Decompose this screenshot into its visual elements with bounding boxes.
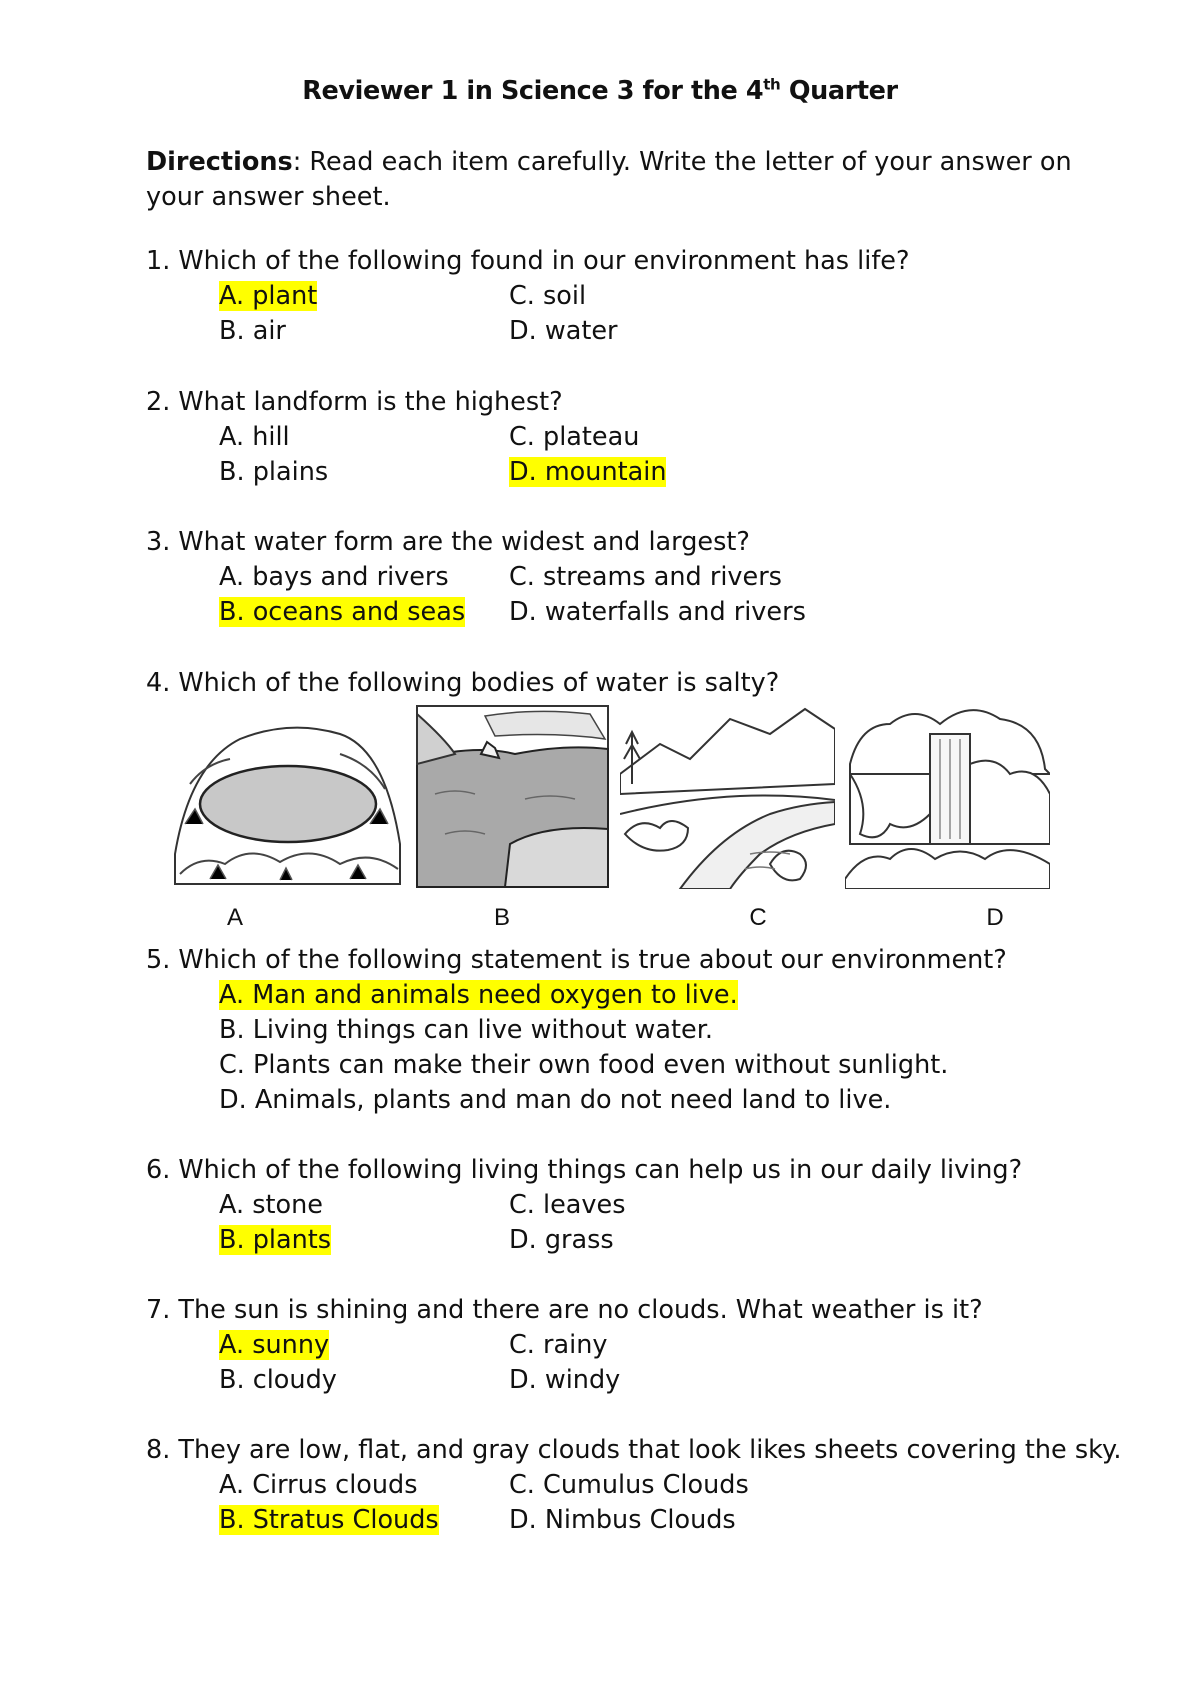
- option-a: A. bays and rivers: [219, 562, 449, 592]
- options: [219, 978, 1136, 1118]
- image-label-a: A: [226, 904, 243, 931]
- option-d-answer: D. mountain: [509, 457, 667, 487]
- question-stem: 2. What landform is the highest?: [146, 387, 563, 417]
- option-c: C. Cumulus Clouds: [509, 1470, 749, 1500]
- question-8: [146, 1433, 1136, 1538]
- option-b: B. Living things can live without water.: [219, 1015, 713, 1045]
- options: [219, 1468, 1136, 1538]
- question-1: [146, 244, 1136, 349]
- option-b-answer: B. Stratus Clouds: [219, 1505, 439, 1535]
- question-2: [146, 385, 1136, 490]
- option-a: A. stone: [219, 1190, 323, 1220]
- option-c: C. Plants can make their own food even without sunlight.: [219, 1050, 949, 1080]
- option-a-answer: A. Man and animals need oxygen to live.: [219, 980, 738, 1010]
- option-d: D. waterfalls and rivers: [509, 597, 806, 627]
- question-4: [146, 666, 1136, 701]
- question-stem: 5. Which of the following statement is true about our environment?: [146, 945, 1007, 975]
- image-label-d: D: [986, 904, 1004, 931]
- option-a-answer: A. plant: [219, 281, 318, 311]
- title-tail: Quarter: [780, 76, 898, 106]
- image-label-b: B: [493, 904, 510, 931]
- option-d: D. Animals, plants and man do not need land to live.: [219, 1085, 892, 1115]
- question-6: [146, 1153, 1136, 1258]
- directions: [146, 145, 1136, 215]
- question-3: [146, 525, 1136, 630]
- river-image: [620, 704, 835, 889]
- question-7: [146, 1293, 1136, 1398]
- image-label-c: C: [749, 904, 767, 931]
- option-d: D. water: [509, 316, 618, 346]
- directions-text: : Read each item carefully. Write the letter of your answer on your answer sheet.: [146, 147, 1072, 212]
- options: [219, 420, 1136, 490]
- option-c: C. plateau: [509, 422, 640, 452]
- sea-image: [415, 704, 610, 889]
- waterfall-image: [845, 704, 1050, 889]
- option-c: C. rainy: [509, 1330, 608, 1360]
- question-stem: 8. They are low, flat, and gray clouds that look likes sheets covering the sky.: [146, 1435, 1122, 1465]
- option-d: D. grass: [509, 1225, 614, 1255]
- question-stem: 4. Which of the following bodies of water is salty?: [146, 668, 780, 698]
- options: [219, 279, 1136, 349]
- option-a-answer: A. sunny: [219, 1330, 330, 1360]
- option-b: B. cloudy: [219, 1365, 337, 1395]
- question-5: [146, 943, 1136, 1118]
- crater-lake-image: [170, 704, 405, 889]
- options: [219, 560, 1136, 630]
- option-b: B. air: [219, 316, 286, 346]
- options: [219, 1328, 1136, 1398]
- options: [219, 1188, 1136, 1258]
- directions-label: Directions: [146, 147, 293, 177]
- question-stem: 7. The sun is shining and there are no clouds. What weather is it?: [146, 1295, 983, 1325]
- option-c: C. soil: [509, 281, 587, 311]
- question-stem: 6. Which of the following living things can help us in our daily living?: [146, 1155, 1023, 1185]
- title-main: Reviewer 1 in Science 3 for the 4: [302, 76, 764, 106]
- option-c: C. streams and rivers: [509, 562, 782, 592]
- option-c: C. leaves: [509, 1190, 626, 1220]
- page-title: [0, 74, 1200, 109]
- question-stem: 1. Which of the following found in our environment has life?: [146, 246, 910, 276]
- option-b: B. plains: [219, 457, 329, 487]
- option-a: A. Cirrus clouds: [219, 1470, 418, 1500]
- option-a: A. hill: [219, 422, 290, 452]
- question-stem: 3. What water form are the widest and largest?: [146, 527, 750, 557]
- title-superscript: th: [763, 75, 781, 94]
- option-d: D. Nimbus Clouds: [509, 1505, 736, 1535]
- option-b-answer: B. plants: [219, 1225, 332, 1255]
- option-b-answer: B. oceans and seas: [219, 597, 466, 627]
- water-bodies-images: [170, 704, 1135, 934]
- option-d: D. windy: [509, 1365, 621, 1395]
